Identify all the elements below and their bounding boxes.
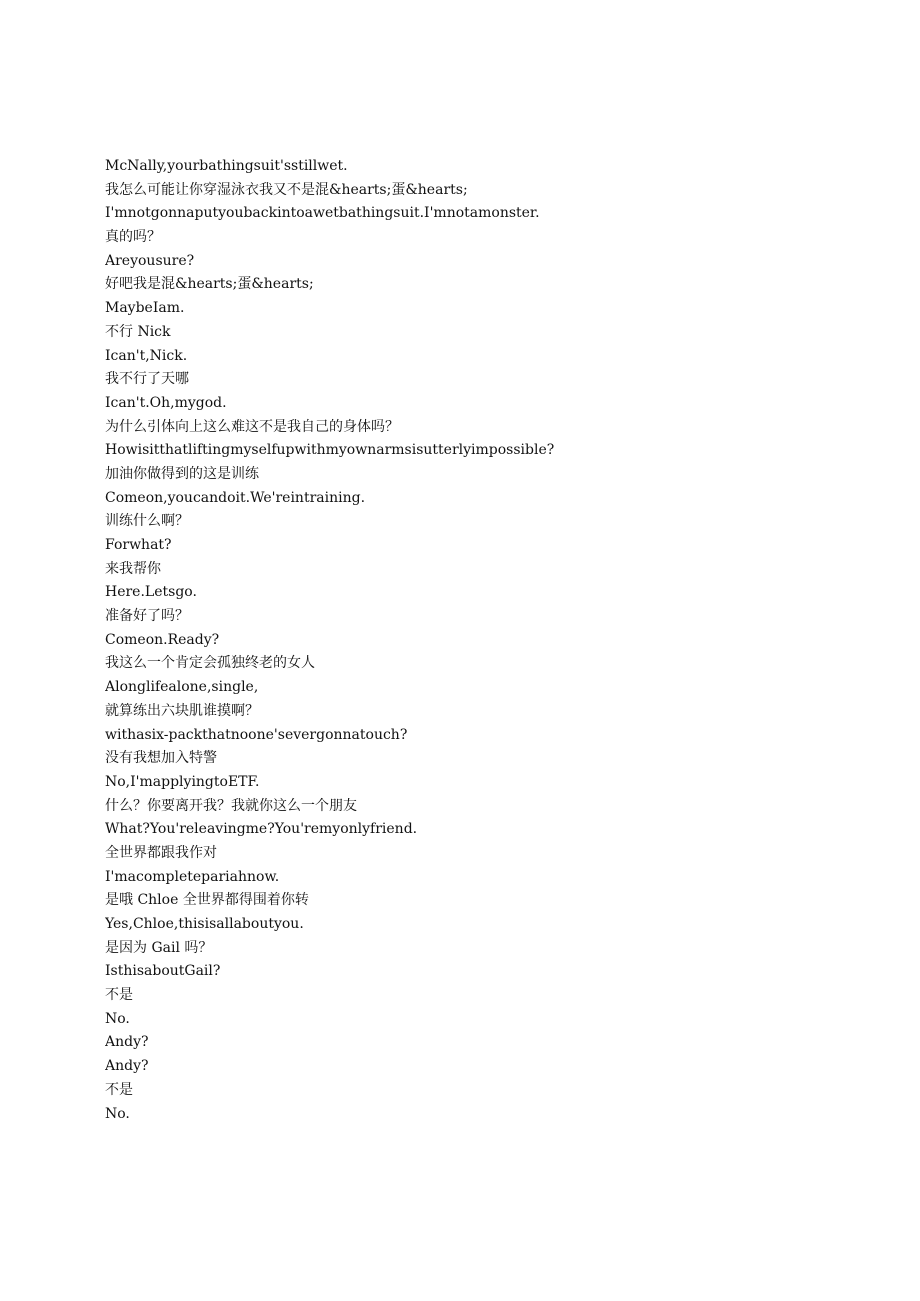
transcript-line: Andy? (105, 1058, 149, 1075)
transcript-line: 我这么一个肯定会孤独终老的女人 (105, 655, 315, 672)
transcript-line: 真的吗？ (105, 229, 161, 246)
transcript-line: 不是 (105, 1081, 133, 1098)
transcript-line: 来我帮你 (105, 560, 161, 577)
transcript-line: Here.Letsgo. (105, 584, 197, 601)
transcript-line: 不是 (105, 987, 133, 1004)
transcript-line: 全世界都跟我作对 (105, 844, 217, 861)
transcript-line: Alonglifealone,single, (105, 679, 259, 696)
transcript-line: Yes,Chloe,thisisallaboutyou. (105, 916, 304, 932)
transcript-line: Ican't,Nick. (105, 347, 188, 364)
transcript-line: Forwhat? (105, 537, 172, 553)
transcript-line: 是因为 Gail 吗？ (105, 939, 213, 956)
transcript-line: Ican't.Oh,mygod. (105, 394, 227, 411)
transcript-line: 加油你做得到的这是训练 (105, 465, 259, 482)
transcript-line: Areyousure? (105, 252, 195, 269)
transcript-line: What?You'releavingme?You'remyonlyfriend. (105, 821, 418, 838)
transcript-line: McNally,yourbathingsuit'sstillwet. (105, 158, 348, 174)
transcript-line: IsthisaboutGail? (105, 963, 221, 980)
transcript-line: Comeon,youcandoit.We'reintraining. (105, 489, 366, 506)
transcript-line: No. (105, 1010, 130, 1027)
transcript-line: 没有我想加入特警 (105, 750, 217, 767)
transcript-line: 为什么引体向上这么难这不是我自己的身体吗？ (105, 418, 399, 435)
transcript-line: 训练什么啊？ (105, 513, 189, 530)
transcript-line: 不行 Nick (105, 323, 171, 340)
transcript-line: 就算练出六块肌谁摸啊？ (105, 702, 259, 719)
transcript-line: Howisitthatliftingmyselfupwithmyownarmsisutterlyimpossible? (105, 442, 555, 459)
transcript-line: No,I'mapplyingtoETF. (105, 773, 260, 790)
transcript-line: I'macompletepariahnow. (105, 868, 280, 885)
transcript-line: I'mnotgonnaputyoubackintoawetbathingsuit.I'mnotamonster. (105, 205, 540, 222)
transcript-line: Andy? (105, 1034, 149, 1051)
transcript-line: 我不行了天哪 (105, 371, 189, 388)
transcript-lines (105, 155, 885, 1126)
transcript-line: withasix-packthatnoone'severgonnatouch? (105, 726, 408, 743)
transcript-line: MaybeIam. (105, 300, 185, 317)
transcript-line: 我怎么可能让你穿湿泳衣我又不是混&hearts;蛋&hearts; (105, 181, 468, 198)
transcript-line: Comeon.Ready? (105, 631, 220, 648)
transcript-line: 准备好了吗？ (105, 608, 189, 625)
transcript-line: 是哦 Chloe 全世界都得围着你转 (105, 892, 309, 909)
transcript-line: 什么？你要离开我？我就你这么一个朋友 (105, 797, 357, 814)
transcript-line: No. (105, 1105, 130, 1122)
transcript-line: 好吧我是混&hearts;蛋&hearts; (105, 276, 314, 293)
